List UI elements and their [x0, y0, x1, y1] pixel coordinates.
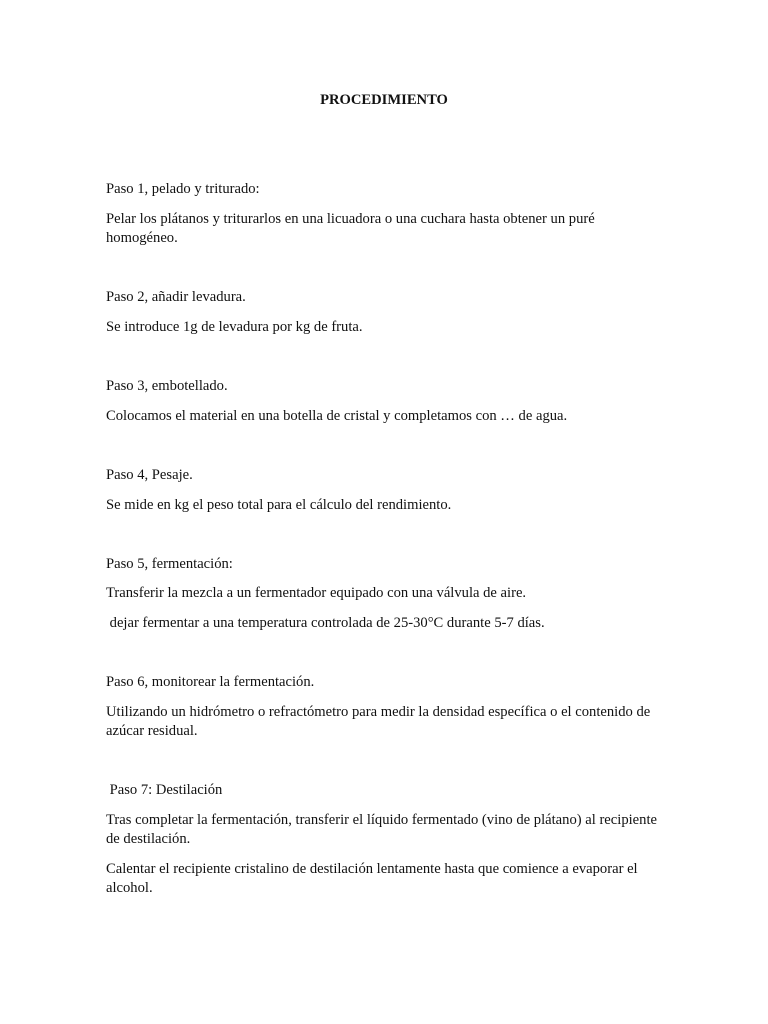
step-5-text-2: dejar fermentar a una temperatura controlada de 25-30°C durante 5-7 días.	[106, 615, 545, 631]
step-6-heading: Paso 6, monitorear la fermentación.	[106, 674, 315, 690]
step-1-heading: Paso 1, pelado y triturado:	[106, 181, 260, 197]
page-title: PROCEDIMIENTO	[320, 92, 448, 108]
step-7-text-1: Tras completar la fermentación, transferir el líquido fermentado (vino de plátano) al recipiente de destilación.	[106, 812, 657, 847]
step-2-text: Se introduce 1g de levadura por kg de fruta.	[106, 319, 363, 335]
step-6-text: Utilizando un hidrómetro o refractómetro para medir la densidad específica o el contenido de azúcar residual.	[106, 704, 651, 739]
step-7-heading: Paso 7: Destilación	[106, 782, 223, 798]
step-3-heading: Paso 3, embotellado.	[106, 378, 228, 394]
step-3-text: Colocamos el material en una botella de cristal y completamos con … de agua.	[106, 408, 568, 424]
step-4-heading: Paso 4, Pesaje.	[106, 467, 193, 483]
step-4-text: Se mide en kg el peso total para el cálculo del rendimiento.	[106, 497, 452, 513]
step-5-heading: Paso 5, fermentación:	[106, 556, 233, 572]
step-7-text-2: Calentar el recipiente cristalino de destilación lentamente hasta que comience a evaporar el alcohol.	[106, 861, 638, 896]
step-5-text-1: Transferir la mezcla a un fermentador equipado con una válvula de aire.	[106, 585, 527, 601]
step-1-text: Pelar los plátanos y triturarlos en una licuadora o una cuchara hasta obtener un puré homogéneo.	[106, 211, 595, 246]
step-2-heading: Paso 2, añadir levadura.	[106, 289, 246, 305]
